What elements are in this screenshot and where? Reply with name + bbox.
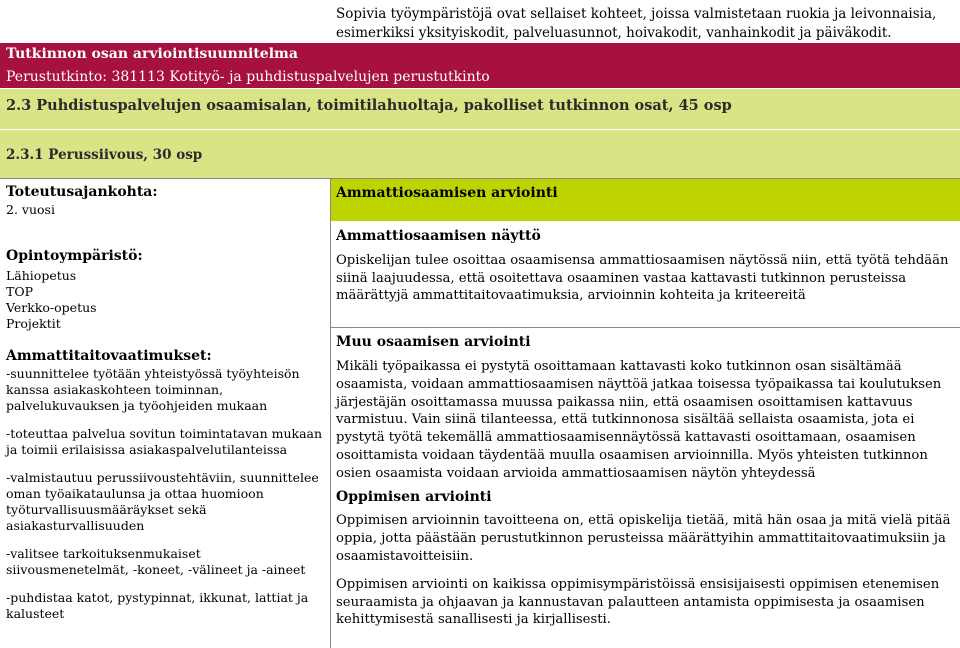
learning-assessment-text: Oppimisen arvioinnin tavoitteena on, että opiskelija tietää, mitä hän osaa ja mitä vielä pitää oppia, jotta päästään perustutkinnon perusteissa määrättyihin ammattitaitovaatimuksiin ja osaamistavoitteisiin. (336, 513, 951, 564)
environment-item: TOP (6, 284, 33, 299)
intro-note: Sopivia työympäristöjä ovat sellaiset kohteet, joissa valmistetaan ruokia ja leivonnaisia, esimerkiksi yksityiskodit, palveluasunnot, hoivakodit, vanhainkodit ja päiväkodit. (336, 6, 937, 41)
environment-label: Opintoympäristö: (6, 248, 143, 264)
section-divider (331, 327, 960, 328)
demo-text: Opiskelijan tulee osoittaa osaamisensa ammattiosaamisen näytössä niin, että työtä tehdään siinä laajuudessa, että osoitettava osaaminen vastaa kattavasti tutkinnon perusteissa määrättyjä ammattitaitovaatimuksia, arvioinnin kohteita ja kriteereitä (336, 252, 949, 304)
assessment-heading: Ammattiosaamisen arviointi (331, 179, 960, 221)
requirement-item: -valmistautuu perussiivoustehtäviin, suunnittelee oman työaikataulunsa ja ottaa huomioon työturvallisuusmääräykset sekä asiakasturvallisuuden (6, 470, 319, 533)
learning-assessment-heading: Oppimisen arviointi (336, 488, 492, 505)
environment-item: Lähiopetus (6, 268, 77, 283)
degree-title: Perustutkinto: 381113 Kotityö- ja puhdistuspalvelujen perustutkinto (0, 65, 960, 88)
learning-assessment-text: Oppimisen arviointi on kaikissa oppimisympäristöissä ensisijaisesti oppimisen etenemisen seuraamista ja ohjaavan ja kannustavan palautteen antamista oppimisesta ja osaamisen kehittymisestä sanallisesti ja kirjallisesti. (336, 576, 940, 628)
environment-item: Verkko-opetus (6, 300, 97, 315)
other-assessment-text: Mikäli työpaikassa ei pystytä osoittamaan kattavasti koko tutkinnon osan sisältämää osaamista, voidaan ammattiosaamisen näyttöä jatkaa toisessa työpaikassa tai koulutuksen järjestäjän osoittamassa muussa paikassa niin, että osaamisen osoittamisen kattavuus varmistuu. Vain siinä tilanteessa, että tutkinnonosa sisältää sellaista osaamista, jota ei pystytä työtä tekemällä ammattiosaamisennäytössä kattavasti osoittamaan, osaamisen osoittamista voidaan täydentää muulla osaamisen arvioinnilla. Myös yhteisten tutkinnon osien osaamista voidaan arvioida ammattiosaamisen näytön yhteydessä (336, 358, 942, 481)
plan-title: Tutkinnon osan arviointisuunnitelma (0, 43, 960, 65)
requirement-item: -toteuttaa palvelua sovitun toimintatavan mukaan ja toimii erilaisissa asiakaspalvelutilanteissa (6, 426, 323, 457)
demo-heading: Ammattiosaamisen näyttö (336, 228, 541, 244)
left-column (0, 179, 330, 648)
timing-label: Toteutusajankohta: (6, 184, 158, 200)
unit-title: 2.3.1 Perussiivous, 30 osp (0, 130, 960, 178)
requirements-label: Ammattitaitovaatimukset: (6, 348, 212, 364)
requirement-item: -suunnittelee työtään yhteistyössä työyhteisön kanssa asiakaskohteen toiminnan, palvelukuvauksen ja työohjeiden mukaan (6, 366, 300, 413)
section-title: 2.3 Puhdistuspalvelujen osaamisalan, toimitilahuoltaja, pakolliset tutkinnon osat, 45 osp (0, 88, 960, 129)
environment-item: Projektit (6, 316, 61, 331)
timing-value: 2. vuosi (6, 202, 55, 217)
right-column (331, 222, 960, 639)
other-assessment-heading: Muu osaamisen arviointi (336, 334, 531, 351)
requirement-item: -puhdistaa katot, pystypinnat, ikkunat, lattiat ja kalusteet (6, 590, 309, 621)
requirement-item: -valitsee tarkoituksenmukaiset siivousmenetelmät, -koneet, -välineet ja -aineet (6, 546, 306, 577)
